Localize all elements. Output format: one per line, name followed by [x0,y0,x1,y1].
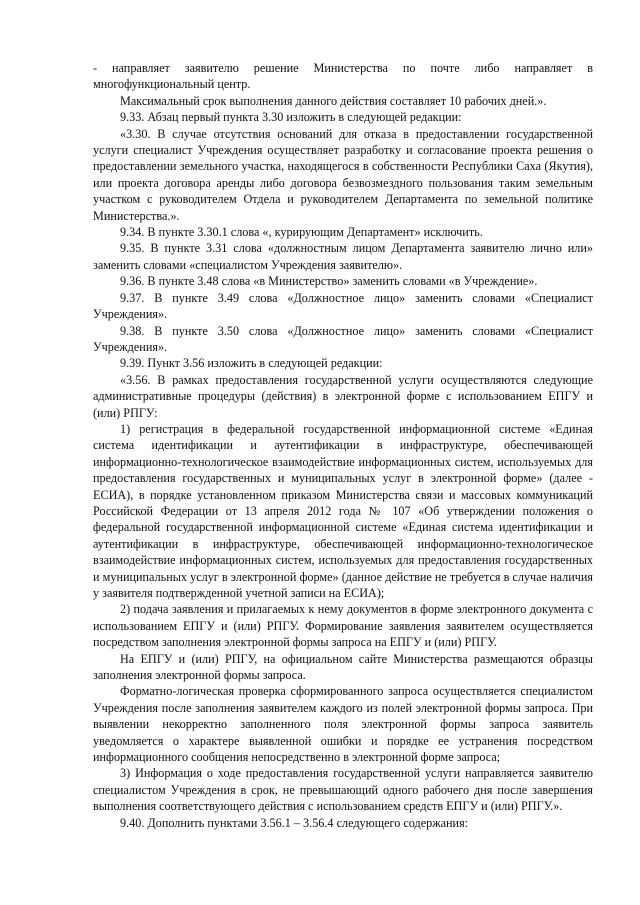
paragraph-format-check: Форматно-логическая проверка сформированного запроса осуществляется специалистом Учреждения после заполнения заявителем каждого из полей электронной формы запроса. При выявлении некорректно заполненного поля электронной формы запроса заявитель уведомляется о характере выявленной ошибки и порядке ее устранения посредством информационного сообщения непосредственно в электронной форме запроса; [93,684,593,765]
paragraph-item-2-application: 2) подача заявления и прилагаемых к нему документов в форме электронного документа с использованием ЕПГУ и (или) РПГУ. Формирование заявления заявителем осуществляется посредством заполнения электронной формы запроса на ЕПГУ и (или) РПГУ. [93,602,593,650]
paragraph-3-56: «3.56. В рамках предоставления государственной услуги осуществляются следующие административные процедуры (действия) в электронной форме с использованием ЕПГУ и (или) РПГУ: [93,372,593,420]
paragraph-9-34: 9.34. В пункте 3.30.1 слова «, курирующим Департамент» исключить. [120,225,483,240]
paragraph-9-33: 9.33. Абзац первый пункта 3.30 изложить в следующей редакции: [120,110,462,125]
paragraph-sends-decision: - направляет заявителю решение Министерства по почте либо направляет в многофункциональный центр. [93,61,593,92]
paragraph-form-samples: На ЕПГУ и (или) РПГУ, на официальном сайте Министерства размещаются образцы заполнения электронной формы запроса. [93,651,593,683]
paragraph-9-38: 9.38. В пункте 3.50 слова «Должностное лицо» заменить словами «Специалист Учреждения». [93,323,593,354]
paragraph-9-37: 9.37. В пункте 3.49 слова «Должностное лицо» заменить словами «Специалист Учреждения». [93,290,593,322]
paragraph-9-35: 9.35. В пункте 3.31 слова «должностным лицом Департамента заявителю лично или» заменить словами «специалистом Учреждения заявителю». [93,241,593,272]
paragraph-9-40: 9.40. Дополнить пунктами 3.56.1 – 3.56.4 следующего содержания: [120,815,469,830]
paragraph-item-1-registration: 1) регистрация в федеральной государственной информационной системе «Единая система идентификации и аутентификации в инфраструктуре, обеспечивающей информационно-технологическое взаимодействие информационных систем, используемых для предоставления государственных и муниципальных услуг в электронной форме» (далее - ЕСИА), в порядке установленном приказом Министерства связи и массовых коммуникаций Российской Федерации от 13 апреля 2012 года № 107 «Об утверждении положения о федеральной государственной информационной системе «Единая система идентификации и аутентификации в инфраструктуре, обеспечивающей информационно-технологическое взаимодействие информационных систем, используемых для предоставления государственных и муниципальных услуг в электронной форме» (данное действие не требуется в случае наличия у заявителя подтвержденной учетной записи на ЕСИА); [93,421,593,600]
paragraph-3-30: «3.30. В случае отсутствия оснований для отказа в предоставлении государственной услуги специалист Учреждения осуществляет разработку и согласование проекта решения о предоставлении земельного участка, находящегося в собственности Республики Саха (Якутия), или проекта договора аренды либо договора безвозмездного пользования таким земельным участком с руководителем Отдела и руководителем Департамента по земельной политике Министерства.». [93,126,593,223]
paragraph-9-39: 9.39. Пункт 3.56 изложить в следующей редакции: [120,356,383,371]
paragraph-item-3-information: 3) Информация о ходе предоставления государственной услуги направляется заявителю специалистом Учреждения в срок, не превышающий одного рабочего дня после завершения выполнения соответствующего действия с использованием средств ЕПГУ и (или) РПГУ.». [93,766,593,814]
document-body [93,60,593,831]
paragraph-max-term: Максимальный срок выполнения данного действия составляет 10 рабочих дней.». [120,93,547,108]
paragraph-9-36: 9.36. В пункте 3.48 слова «в Министерство» заменить словами «в Учреждение». [120,274,538,289]
